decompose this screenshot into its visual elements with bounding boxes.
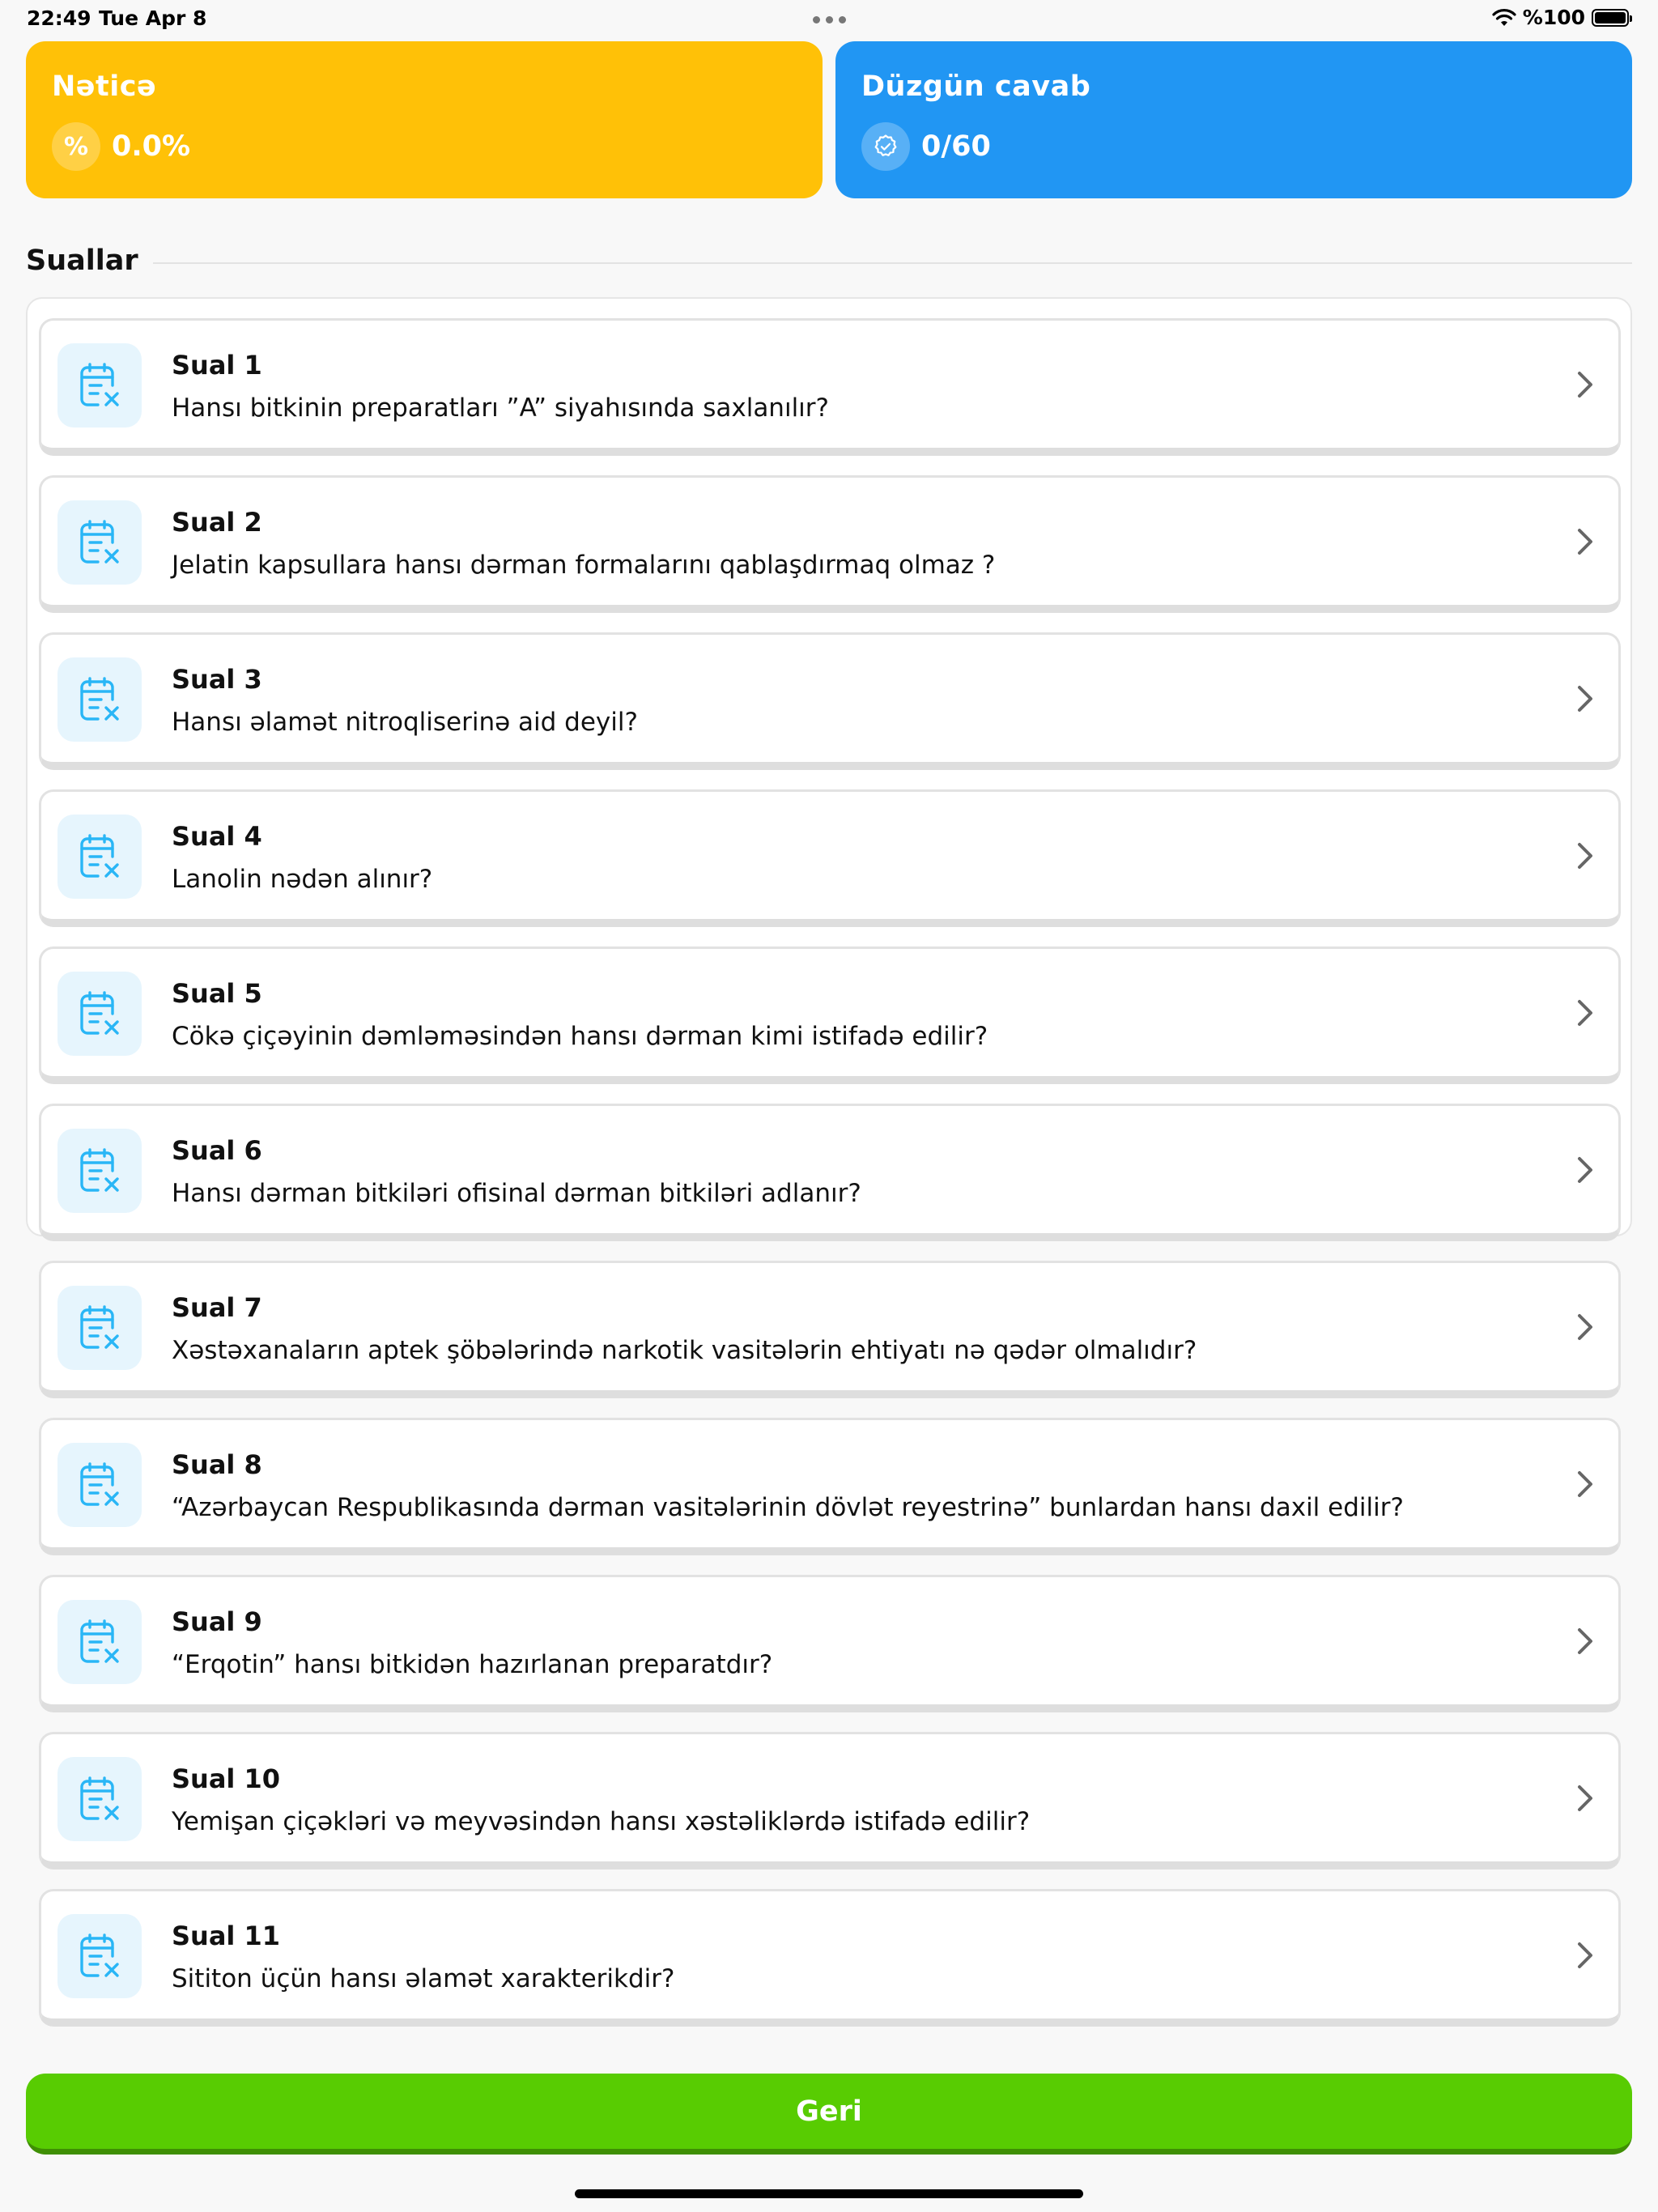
result-value: 0.0% <box>112 130 191 163</box>
back-button[interactable]: Geri <box>26 2074 1632 2155</box>
question-list <box>39 318 1621 2046</box>
question-number: Sual 9 <box>172 1606 262 1637</box>
chevron-right-icon <box>1571 1151 1597 1189</box>
chevron-right-icon <box>1571 679 1597 718</box>
question-card[interactable] <box>39 1889 1621 2027</box>
quiz-wrong-icon <box>57 972 142 1056</box>
correct-answers-card <box>835 41 1632 198</box>
question-card[interactable] <box>39 1418 1621 1555</box>
home-indicator[interactable] <box>575 2189 1083 2198</box>
verified-badge-icon <box>861 122 910 171</box>
chevron-right-icon <box>1571 1308 1597 1346</box>
questions-section-header <box>26 245 1632 277</box>
status-indicators <box>1492 6 1629 29</box>
correct-answers-value: 0/60 <box>921 130 991 163</box>
question-text: Jelatin kapsullara hansı dərman formalarını qablaşdırmaq olmaz ? <box>172 551 996 580</box>
question-number: Sual 8 <box>172 1449 262 1480</box>
question-text: Hansı əlamət nitroqliserinə aid deyil? <box>172 708 638 737</box>
result-title: Nəticə <box>52 70 157 103</box>
question-text: Xəstəxanaların aptek şöbələrində narkotik vasitələrin ehtiyatı nə qədər olmalıdır? <box>172 1336 1197 1365</box>
status-time: 22:49 <box>27 6 91 30</box>
question-number: Sual 7 <box>172 1292 262 1323</box>
status-bar <box>0 0 1658 39</box>
question-text: Yemişan çiçəkləri və meyvəsindən hansı xəstəliklərdə istifadə edilir? <box>172 1807 1031 1836</box>
quiz-wrong-icon <box>57 343 142 428</box>
question-card[interactable] <box>39 632 1621 770</box>
quiz-wrong-icon <box>57 1914 142 1998</box>
chevron-right-icon <box>1571 522 1597 561</box>
quiz-wrong-icon <box>57 815 142 899</box>
chevron-right-icon <box>1571 1622 1597 1661</box>
section-divider <box>153 262 1632 264</box>
question-number: Sual 1 <box>172 350 262 381</box>
question-card[interactable] <box>39 318 1621 456</box>
question-number: Sual 2 <box>172 507 262 538</box>
question-number: Sual 11 <box>172 1921 281 1951</box>
quiz-wrong-icon <box>57 1600 142 1684</box>
question-text: Hansı bitkinin preparatları ”A” siyahısında saxlanılır? <box>172 393 829 423</box>
question-text: Sititon üçün hansı əlamət xarakterikdir? <box>172 1964 675 1993</box>
question-card[interactable] <box>39 946 1621 1084</box>
result-card <box>26 41 823 198</box>
quiz-wrong-icon <box>57 1757 142 1841</box>
question-card[interactable] <box>39 1575 1621 1712</box>
chevron-right-icon <box>1571 836 1597 875</box>
question-text: “Erqotin” hansı bitkidən hazırlanan preparatdır? <box>172 1650 773 1679</box>
correct-answers-title: Düzgün cavab <box>861 70 1091 103</box>
question-text: Hansı dərman bitkiləri ofisinal dərman bitkiləri adlanır? <box>172 1179 861 1208</box>
chevron-right-icon <box>1571 1779 1597 1818</box>
quiz-wrong-icon <box>57 657 142 742</box>
status-date: Tue Apr 8 <box>99 6 207 30</box>
question-card[interactable] <box>39 1104 1621 1241</box>
question-card[interactable] <box>39 1732 1621 1870</box>
question-number: Sual 4 <box>172 821 262 852</box>
battery-percentage: %100 <box>1522 6 1585 29</box>
question-text: Lanolin nədən alınır? <box>172 865 433 894</box>
question-number: Sual 5 <box>172 978 262 1009</box>
multitasking-dots-icon[interactable] <box>813 16 846 23</box>
question-number: Sual 10 <box>172 1763 281 1794</box>
chevron-right-icon <box>1571 1465 1597 1504</box>
question-card[interactable] <box>39 475 1621 613</box>
question-number: Sual 3 <box>172 664 262 695</box>
chevron-right-icon <box>1571 1936 1597 1975</box>
question-number: Sual 6 <box>172 1135 262 1166</box>
question-text: Cökə çiçəyinin dəmləməsindən hansı dərman kimi istifadə edilir? <box>172 1022 988 1051</box>
chevron-right-icon <box>1571 365 1597 404</box>
chevron-right-icon <box>1571 993 1597 1032</box>
questions-list-container[interactable] <box>26 297 1632 1993</box>
wifi-icon <box>1492 8 1516 28</box>
question-card[interactable] <box>39 1261 1621 1398</box>
quiz-wrong-icon <box>57 500 142 585</box>
quiz-wrong-icon <box>57 1443 142 1527</box>
quiz-wrong-icon <box>57 1286 142 1370</box>
quiz-wrong-icon <box>57 1129 142 1213</box>
section-title: Suallar <box>26 245 138 277</box>
percent-icon: % <box>52 122 100 171</box>
question-card[interactable] <box>39 789 1621 927</box>
question-text: “Azərbaycan Respublikasında dərman vasitələrinin dövlət reyestrinə” bunlardan hansı daxil edilir? <box>172 1493 1404 1522</box>
battery-icon <box>1592 9 1629 27</box>
